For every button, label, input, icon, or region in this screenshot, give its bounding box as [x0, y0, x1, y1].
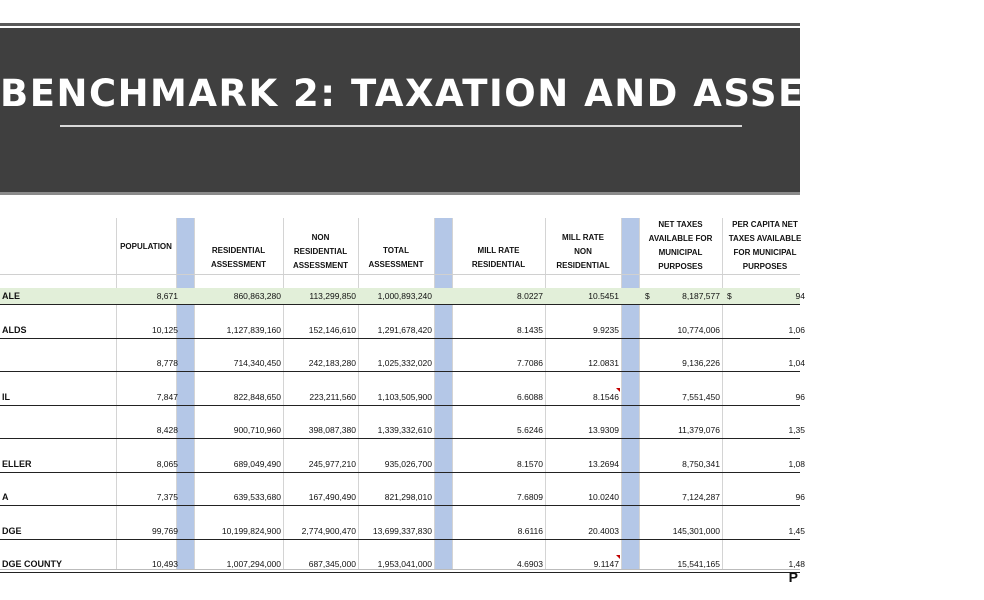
cell-total: 935,026,700 [384, 459, 432, 469]
cell-population: 7,375 [156, 492, 178, 502]
cell-mill-nonres: 10.0240 [588, 492, 619, 502]
cell-mill-res: 4.6903 [517, 559, 543, 569]
cell-mill-nonres: 13.9309 [588, 425, 619, 435]
cell-per-capita: 1,04 [788, 358, 805, 368]
cell-mill-res: 7.7086 [517, 358, 543, 368]
cell-total: 821,298,010 [384, 492, 432, 502]
cell-population: 7,847 [156, 392, 178, 402]
cell-mill-nonres: 9.1147 [593, 559, 619, 569]
row-bottom-border [0, 371, 800, 372]
header-net-taxes: NET TAXES AVAILABLE FOR MUNICIPAL PURPOSES [648, 220, 713, 271]
banner-bottom-border [0, 192, 800, 195]
cell-total: 1,953,041,000 [377, 559, 432, 569]
cell-residential: 714,340,450 [233, 358, 281, 368]
cell-net-taxes: 15,541,165 [677, 559, 720, 569]
currency-symbol: $ [645, 291, 650, 301]
spreadsheet-table [0, 218, 805, 570]
cell-non-residential: 398,087,380 [308, 425, 356, 435]
cell-total: 1,103,505,900 [377, 392, 432, 402]
cell-residential: 10,199,824,900 [221, 526, 281, 536]
page-corner-text: P [788, 569, 798, 585]
cell-per-capita: 1,06 [788, 325, 805, 335]
cell-mill-res: 8.6116 [517, 526, 543, 536]
cell-mill-res: 8.0227 [517, 291, 543, 301]
row-bottom-border [0, 338, 800, 339]
cell-population: 8,065 [156, 459, 178, 469]
cell-non-residential: 245,977,210 [308, 459, 356, 469]
cell-total: 1,000,893,240 [377, 291, 432, 301]
cell-non-residential: 167,490,490 [308, 492, 356, 502]
cell-population: 8,671 [156, 291, 178, 301]
cell-residential: 822,848,650 [233, 392, 281, 402]
cell-per-capita: 1,08 [788, 459, 805, 469]
cell-residential: 860,863,280 [233, 291, 281, 301]
top-border-line [0, 23, 800, 26]
cell-non-residential: 2,774,900,470 [301, 526, 356, 536]
cell-non-residential: 242,183,280 [308, 358, 356, 368]
cell-per-capita: 1,48 [788, 559, 805, 569]
title-underline [60, 125, 742, 127]
cell-mill-nonres: 10.5451 [588, 291, 619, 301]
cell-per-capita: 1,35 [788, 425, 805, 435]
cell-mill-nonres: 9.9235 [593, 325, 619, 335]
municipality-name: A [2, 492, 9, 502]
municipality-name: DGE [2, 526, 22, 536]
row-bottom-border [0, 438, 800, 439]
cell-non-residential: 152,146,610 [308, 325, 356, 335]
cell-net-taxes: 10,774,006 [677, 325, 720, 335]
page-title: BENCHMARK 2: TAXATION AND ASSESSMENT [0, 72, 984, 115]
header-divider [0, 274, 800, 275]
cell-residential: 1,127,839,160 [226, 325, 281, 335]
row-bottom-border [0, 405, 800, 406]
cell-residential: 639,533,680 [233, 492, 281, 502]
header-mill-rate-non-residential: MILL RATE NON RESIDENTIAL [556, 233, 610, 270]
cell-residential: 1,007,294,000 [226, 559, 281, 569]
cell-non-residential: 687,345,000 [308, 559, 356, 569]
cell-population: 99,769 [152, 526, 178, 536]
cell-mill-res: 7.6809 [517, 492, 543, 502]
cell-non-residential: 113,299,850 [309, 291, 356, 301]
header-total-assessment: TOTAL ASSESSMENT [368, 246, 424, 269]
cell-mill-res: 8.1570 [517, 459, 543, 469]
header-mill-rate-residential: MILL RATE RESIDENTIAL [471, 246, 526, 269]
header-population: POPULATION [120, 242, 172, 251]
cell-mill-nonres: 12.0831 [588, 358, 619, 368]
cell-net-taxes: 8,187,577 [682, 291, 720, 301]
header-non-residential-assessment: NON RESIDENTIAL ASSESSMENT [292, 233, 349, 270]
row-bottom-border [0, 572, 800, 573]
cell-net-taxes: 8,750,341 [682, 459, 720, 469]
cell-net-taxes: 145,301,000 [672, 526, 720, 536]
cell-per-capita: 94 [795, 291, 805, 301]
municipality-name: ELLER [2, 459, 32, 469]
cell-net-taxes: 7,551,450 [682, 392, 720, 402]
municipality-name: ALE [2, 291, 20, 301]
row-bottom-border [0, 472, 800, 473]
cell-mill-res: 6.6088 [517, 392, 543, 402]
header-per-capita: PER CAPITA NET TAXES AVAILABLE FOR MUNICIPAL PURPOSES [728, 220, 802, 271]
cell-population: 8,428 [156, 425, 178, 435]
row-bottom-border [0, 539, 800, 540]
municipality-name: DGE COUNTY [2, 559, 63, 569]
cell-total: 13,699,337,830 [372, 526, 432, 536]
cell-mill-nonres: 8.1546 [593, 392, 619, 402]
row-bottom-border [0, 505, 800, 506]
cell-mill-res: 8.1435 [517, 325, 543, 335]
cell-total: 1,025,332,020 [377, 358, 432, 368]
cell-mill-nonres: 20.4003 [588, 526, 619, 536]
municipality-name: ALDS [2, 325, 27, 335]
cell-population: 10,493 [152, 559, 178, 569]
header-residential-assessment: RESIDENTIAL ASSESSMENT [210, 246, 267, 269]
cell-residential: 900,710,960 [233, 425, 281, 435]
cell-mill-nonres: 13.2694 [588, 459, 619, 469]
cell-per-capita: 96 [795, 392, 805, 402]
municipality-name: IL [2, 392, 10, 402]
currency-symbol: $ [727, 291, 732, 301]
comment-indicator-icon [616, 388, 620, 392]
cell-per-capita: 1,45 [788, 526, 805, 536]
cell-residential: 689,049,490 [233, 459, 281, 469]
bottom-border-line [0, 569, 800, 570]
cell-non-residential: 223,211,560 [309, 392, 356, 402]
cell-net-taxes: 9,136,226 [682, 358, 720, 368]
cell-mill-res: 5.6246 [517, 425, 543, 435]
cell-per-capita: 96 [795, 492, 805, 502]
cell-total: 1,339,332,610 [377, 425, 432, 435]
comment-indicator-icon [616, 555, 620, 559]
cell-net-taxes: 11,379,076 [678, 425, 720, 435]
cell-net-taxes: 7,124,287 [682, 492, 720, 502]
cell-population: 8,778 [156, 358, 178, 368]
cell-population: 10,125 [152, 325, 178, 335]
row-bottom-border [0, 304, 800, 305]
cell-total: 1,291,678,420 [377, 325, 432, 335]
